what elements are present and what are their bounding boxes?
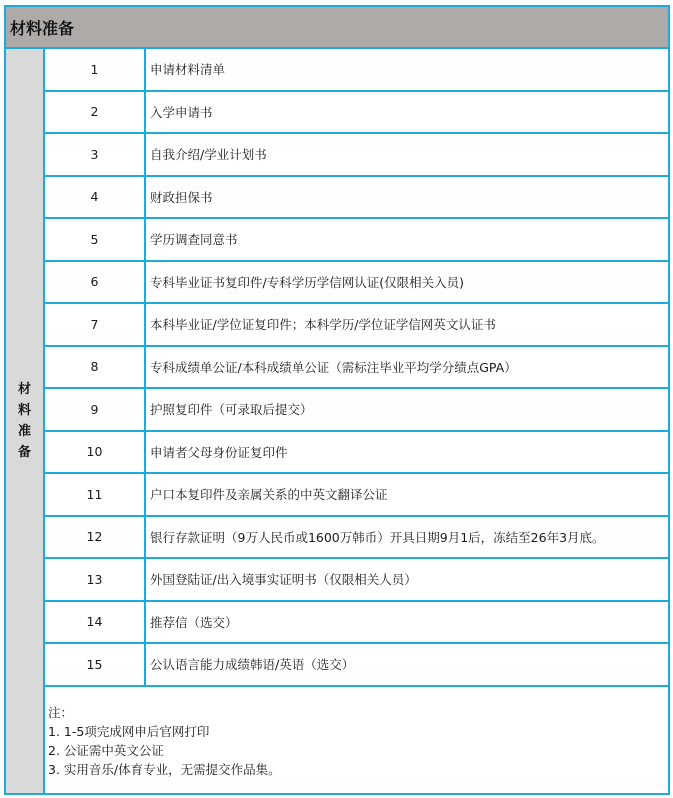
item-text: 银行存款证明（9万人民币或1600万韩币）开具日期9月1后，冻结至26年3月底。 <box>145 516 669 559</box>
item-text: 申请材料清单 <box>145 48 669 91</box>
notes-title: 注： <box>48 704 74 720</box>
item-text: 专科成绩单公证/本科成绩单公证（需标注毕业平均学分绩点GPA） <box>145 346 669 389</box>
side-label-char: 料 <box>17 402 31 418</box>
side-label <box>5 48 44 794</box>
item-number: 5 <box>44 218 145 261</box>
table-row <box>5 261 669 304</box>
item-text: 户口本复印件及亲属关系的中英文翻译公证 <box>145 473 669 516</box>
item-number: 10 <box>44 431 145 474</box>
table-row <box>5 473 669 516</box>
notes-row <box>5 686 669 794</box>
table-row <box>5 303 669 346</box>
side-label-char: 材 <box>17 381 31 397</box>
item-text: 推荐信（选交） <box>145 601 669 644</box>
note-line: 3. 实用音乐/体育专业，无需提交作品集。 <box>48 761 281 777</box>
materials-sheet <box>4 5 670 795</box>
table-row <box>5 346 669 389</box>
item-text: 本科毕业证/学位证复印件；本科学历/学位证学信网英文认证书 <box>145 303 669 346</box>
item-number: 15 <box>44 643 145 686</box>
item-number: 9 <box>44 388 145 431</box>
table-row <box>5 48 669 91</box>
item-number: 7 <box>44 303 145 346</box>
item-text: 护照复印件（可录取后提交） <box>145 388 669 431</box>
item-text: 自我介绍/学业计划书 <box>145 133 669 176</box>
table-row <box>5 133 669 176</box>
item-number: 8 <box>44 346 145 389</box>
section-title: 材料准备 <box>5 6 669 48</box>
item-text: 申请者父母身份证复印件 <box>145 431 669 474</box>
table-row <box>5 388 669 431</box>
item-text: 入学申请书 <box>145 91 669 134</box>
table-row <box>5 431 669 474</box>
item-number: 12 <box>44 516 145 559</box>
item-number: 1 <box>44 48 145 91</box>
table-row <box>5 601 669 644</box>
item-text: 公认语言能力成绩韩语/英语（选交） <box>145 643 669 686</box>
item-number: 13 <box>44 558 145 601</box>
table-row <box>5 176 669 219</box>
item-number: 4 <box>44 176 145 219</box>
materials-table <box>4 5 670 795</box>
notes <box>44 686 669 794</box>
header-row <box>5 6 669 48</box>
side-label-char: 备 <box>17 444 31 460</box>
table-row <box>5 643 669 686</box>
table-row <box>5 516 669 559</box>
item-number: 14 <box>44 601 145 644</box>
item-number: 3 <box>44 133 145 176</box>
item-text: 外国登陆证/出入境事实证明书（仅限相关人员） <box>145 558 669 601</box>
note-line: 2. 公证需中英文公证 <box>48 742 164 758</box>
item-text: 学历调查同意书 <box>145 218 669 261</box>
table-row <box>5 218 669 261</box>
item-number: 2 <box>44 91 145 134</box>
table-row <box>5 91 669 134</box>
item-text: 专科毕业证书复印件/专科学历学信网认证(仅限相关入员) <box>145 261 669 304</box>
note-line: 1. 1-5项完成网申后官网打印 <box>48 723 210 739</box>
item-number: 6 <box>44 261 145 304</box>
item-number: 11 <box>44 473 145 516</box>
side-label-char: 准 <box>17 423 31 439</box>
table-row <box>5 558 669 601</box>
item-text: 财政担保书 <box>145 176 669 219</box>
